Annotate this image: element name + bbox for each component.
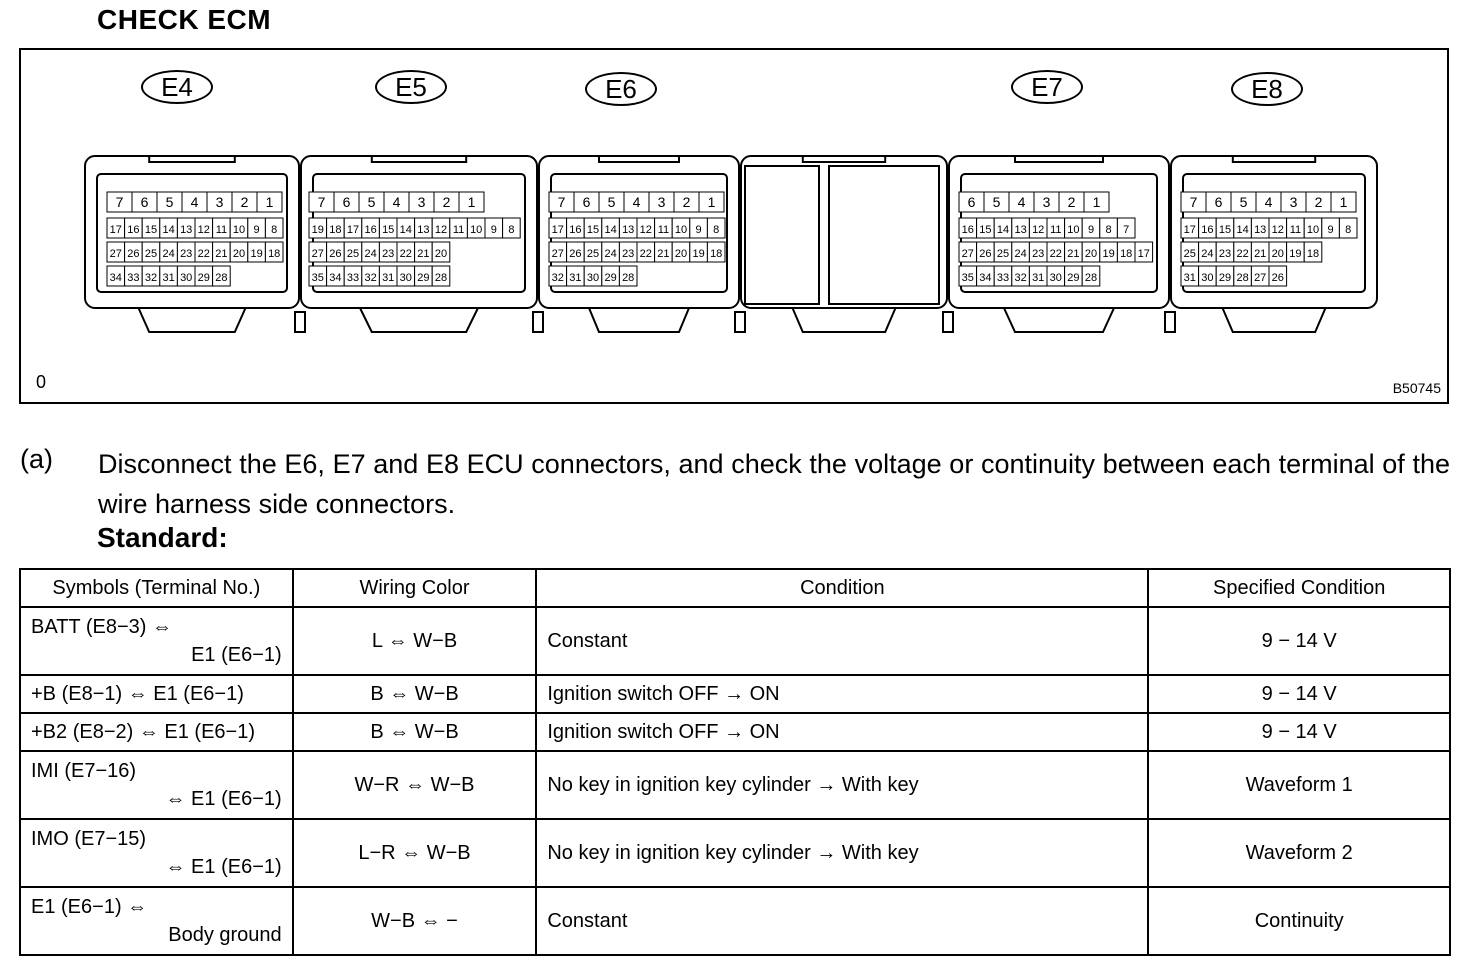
pin-number: 9 (695, 224, 702, 236)
pin-number: 14 (1236, 224, 1249, 236)
wiring-color-cell: B ⇔ W−B (293, 713, 537, 751)
pin-number: 20 (674, 248, 688, 260)
pin-number: 6 (967, 194, 976, 210)
pin-number: 27 (109, 248, 122, 260)
pin-number: 9 (253, 224, 260, 236)
pin-number: 16 (569, 224, 582, 236)
blank-window (745, 166, 819, 304)
pin-number: 28 (434, 272, 448, 284)
symbols-cell (20, 751, 293, 819)
pin-number: 9 (1087, 224, 1095, 236)
housing-clip (943, 312, 953, 332)
housing-clip (533, 312, 543, 332)
pin-number: 7 (1189, 194, 1198, 210)
pin-number: 29 (604, 272, 617, 284)
pin-number: 26 (979, 248, 992, 260)
pin-number: 16 (961, 224, 974, 236)
pin-number: 4 (392, 194, 401, 210)
pin-number: 6 (582, 194, 591, 210)
pin-number: 13 (622, 224, 635, 236)
pin-number: 30 (586, 272, 600, 284)
pin-number: 21 (417, 248, 430, 260)
housing-foot (793, 308, 896, 332)
pin-number: 32 (144, 272, 158, 284)
pin-number: 19 (1289, 248, 1302, 260)
pin-number: 32 (364, 272, 377, 284)
connector-label-e8: E8 (1231, 72, 1303, 106)
pin-number: 1 (1092, 194, 1101, 210)
ecm-connector-diagram (19, 48, 1449, 404)
condition-cell: No key in ignition key cylinder → With key (536, 819, 1148, 887)
standard-table (19, 568, 1451, 956)
pin-number: 13 (180, 224, 193, 236)
pin-number: 9 (1327, 224, 1334, 236)
pin-number: 22 (639, 248, 652, 260)
pin-number: 27 (551, 248, 564, 260)
pin-number: 1 (707, 194, 716, 210)
pin-number: 25 (996, 248, 1010, 260)
connector-drawing (21, 50, 1447, 402)
pin-number: 10 (470, 224, 483, 236)
pin-number: 10 (232, 224, 246, 236)
pin-number: 26 (569, 248, 582, 260)
pin-number: 34 (109, 272, 122, 284)
pin-number: 7 (317, 194, 326, 210)
pin-number: 12 (434, 224, 448, 236)
pin-number: 7 (557, 194, 566, 210)
table-row (20, 819, 1450, 887)
symbol-line-1: E1 (E6−1) ⇔ (31, 896, 148, 918)
pin-number: 11 (1289, 224, 1302, 236)
pin-number: 2 (682, 194, 691, 210)
pin-number: 16 (1201, 224, 1214, 236)
wiring-color-cell: L−R ⇔ W−B (293, 819, 537, 887)
pin-number: 30 (1201, 272, 1214, 284)
pin-number: 5 (992, 194, 1001, 210)
pin-number: 30 (399, 272, 412, 284)
pin-number: 6 (140, 194, 149, 210)
pin-number: 3 (1042, 194, 1051, 210)
pin-number: 11 (215, 224, 228, 236)
table-header-row (20, 569, 1450, 607)
pin-number: 18 (710, 248, 723, 260)
pin-number: 15 (144, 224, 158, 236)
condition-cell: Constant (536, 887, 1148, 955)
pin-number: 29 (1067, 272, 1080, 284)
pin-number: 8 (713, 224, 720, 236)
pin-number: 10 (674, 224, 688, 236)
pin-number: 14 (604, 224, 617, 236)
symbol-line-2: E1 (E6−1) (191, 644, 282, 666)
housing-foot (139, 308, 246, 332)
pin-number: 22 (1236, 248, 1249, 260)
figure-code: B50745 (1392, 380, 1441, 396)
pin-number: 25 (586, 248, 600, 260)
pin-number: 2 (240, 194, 249, 210)
pin-number: 13 (417, 224, 430, 236)
pin-number: 28 (215, 272, 228, 284)
pin-number: 18 (1306, 248, 1320, 260)
figure-corner-mark: 0 (36, 372, 47, 392)
pin-number: 35 (311, 272, 324, 284)
pin-number: 8 (1105, 224, 1112, 236)
pin-number: 11 (452, 224, 465, 236)
pin-number: 14 (996, 224, 1010, 236)
symbol-line-1: IMI (E7−16) (31, 760, 137, 782)
housing-foot (1004, 308, 1114, 332)
pin-number: 15 (1218, 224, 1232, 236)
pin-number: 4 (190, 194, 199, 210)
pin-number: 34 (979, 272, 992, 284)
table-row (20, 713, 1450, 751)
pin-number: 16 (127, 224, 140, 236)
pin-number: 18 (329, 224, 342, 236)
header-condition: Condition (536, 569, 1148, 607)
pin-number: 23 (1218, 248, 1232, 260)
housing-foot (589, 308, 689, 332)
standard-heading: Standard: (97, 522, 228, 553)
pin-number: 19 (692, 248, 705, 260)
pin-number: 32 (1014, 272, 1027, 284)
pin-number: 21 (657, 248, 670, 260)
pin-number: 25 (346, 248, 360, 260)
pin-number: 1 (467, 194, 476, 210)
housing-clip (1165, 312, 1175, 332)
header-specified-condition: Specified Condition (1148, 569, 1450, 607)
step-instruction: Disconnect the E6, E7 and E8 ECU connectors, and check the voltage or continuity between each terminal of the wire harness side connectors. (98, 449, 1450, 519)
pin-number: 15 (382, 224, 395, 236)
blank-window (829, 166, 939, 304)
pin-number: 10 (1067, 224, 1080, 236)
connector-label-e4: E4 (141, 70, 213, 104)
wiring-color-cell: W−B ⇔ − (293, 887, 537, 955)
pin-number: 31 (382, 272, 395, 284)
pin-number: 24 (604, 248, 617, 260)
wiring-color-cell: B ⇔ W−B (293, 675, 537, 713)
pin-number: 26 (1271, 272, 1284, 284)
pin-number: 22 (1049, 248, 1062, 260)
pin-number: 26 (329, 248, 342, 260)
symbols-cell (20, 607, 293, 675)
symbols-cell (20, 819, 293, 887)
symbol-line-2: ⇔ E1 (E6−1) (165, 788, 282, 810)
housing-clip (735, 312, 745, 332)
condition-cell: Ignition switch OFF → ON (536, 675, 1148, 713)
pin-number: 32 (551, 272, 564, 284)
pin-number: 17 (1137, 248, 1150, 260)
pin-number: 2 (442, 194, 451, 210)
pin-number: 23 (1032, 248, 1045, 260)
pin-number: 20 (232, 248, 246, 260)
specified-condition-cell: 9 − 14 V (1148, 713, 1450, 751)
pin-number: 24 (162, 248, 175, 260)
symbol-line-2: ⇔ E1 (E6−1) (165, 856, 282, 878)
pin-number: 17 (346, 224, 360, 236)
pin-number: 33 (127, 272, 140, 284)
blank-housing (741, 156, 947, 308)
condition-cell: No key in ignition key cylinder → With key (536, 751, 1148, 819)
pin-number: 12 (639, 224, 652, 236)
pin-number: 12 (1271, 224, 1284, 236)
pin-number: 1 (1339, 194, 1348, 210)
table-row (20, 607, 1450, 675)
pin-number: 17 (551, 224, 564, 236)
pin-number: 5 (165, 194, 174, 210)
header-wiring-color: Wiring Color (293, 569, 537, 607)
pin-number: 15 (586, 224, 600, 236)
pin-number: 13 (1254, 224, 1267, 236)
pin-number: 28 (1236, 272, 1249, 284)
table-row (20, 887, 1450, 955)
pin-number: 20 (1084, 248, 1098, 260)
pin-number: 22 (197, 248, 210, 260)
pin-number: 2 (1314, 194, 1323, 210)
pin-number: 2 (1067, 194, 1076, 210)
pin-number: 3 (657, 194, 666, 210)
wiring-color-cell: L ⇔ W−B (293, 607, 537, 675)
symbol-line-2: Body ground (168, 924, 282, 946)
wiring-color-cell: W−R ⇔ W−B (293, 751, 537, 819)
pin-number: 30 (1049, 272, 1062, 284)
pin-number: 24 (1014, 248, 1027, 260)
pin-number: 5 (607, 194, 616, 210)
pin-number: 11 (657, 224, 670, 236)
pin-number: 19 (1102, 248, 1115, 260)
pin-number: 21 (1067, 248, 1080, 260)
pin-number: 33 (346, 272, 360, 284)
pin-number: 12 (197, 224, 210, 236)
pin-number: 4 (1264, 194, 1273, 210)
pin-number: 8 (1345, 224, 1352, 236)
pin-number: 33 (996, 272, 1010, 284)
pin-number: 26 (127, 248, 140, 260)
pin-number: 27 (1254, 272, 1267, 284)
pin-number: 18 (268, 248, 281, 260)
pin-number: 17 (1183, 224, 1196, 236)
symbol-line-1: +B (E8−1) ⇔ E1 (E6−1) (31, 683, 244, 705)
pin-number: 3 (1289, 194, 1298, 210)
pin-number: 23 (180, 248, 193, 260)
pin-number: 31 (1183, 272, 1196, 284)
pin-number: 8 (508, 224, 515, 236)
housing-foot (360, 308, 478, 332)
pin-number: 4 (1017, 194, 1026, 210)
symbol-line-1: BATT (E8−3) ⇔ (31, 616, 172, 638)
header-symbols: Symbols (Terminal No.) (20, 569, 293, 607)
pin-number: 9 (490, 224, 497, 236)
pin-number: 24 (364, 248, 377, 260)
pin-number: 28 (622, 272, 635, 284)
pin-number: 21 (215, 248, 228, 260)
specified-condition-cell: Continuity (1148, 887, 1450, 955)
pin-number: 34 (329, 272, 342, 284)
pin-number: 23 (622, 248, 635, 260)
symbols-cell (20, 713, 293, 751)
pin-number: 5 (1239, 194, 1248, 210)
symbol-line-1: IMO (E7−15) (31, 828, 147, 850)
connector-label-e7: E7 (1011, 70, 1083, 104)
pin-number: 13 (1014, 224, 1027, 236)
pin-number: 10 (1306, 224, 1320, 236)
page-title: CHECK ECM (97, 4, 272, 35)
pin-number: 29 (197, 272, 210, 284)
pin-number: 6 (1214, 194, 1223, 210)
condition-cell: Ignition switch OFF → ON (536, 713, 1148, 751)
pin-number: 18 (1120, 248, 1133, 260)
table-row (20, 751, 1450, 819)
pin-number: 17 (109, 224, 122, 236)
pin-number: 8 (271, 224, 278, 236)
pin-number: 12 (1032, 224, 1045, 236)
pin-number: 20 (1271, 248, 1284, 260)
specified-condition-cell: Waveform 1 (1148, 751, 1450, 819)
housing-foot (1223, 308, 1326, 332)
specified-condition-cell: 9 − 14 V (1148, 607, 1450, 675)
connector-label-e6: E6 (585, 72, 657, 106)
pin-number: 1 (265, 194, 274, 210)
pin-number: 19 (250, 248, 263, 260)
pin-number: 3 (215, 194, 224, 210)
pin-number: 27 (961, 248, 974, 260)
pin-number: 14 (162, 224, 175, 236)
pin-number: 29 (1218, 272, 1232, 284)
pin-number: 22 (399, 248, 412, 260)
table-row (20, 675, 1450, 713)
pin-number: 31 (1032, 272, 1045, 284)
pin-number: 6 (342, 194, 351, 210)
pin-number: 15 (979, 224, 992, 236)
condition-cell: Constant (536, 607, 1148, 675)
specified-condition-cell: Waveform 2 (1148, 819, 1450, 887)
pin-number: 21 (1254, 248, 1267, 260)
specified-condition-cell: 9 − 14 V (1148, 675, 1450, 713)
pin-number: 16 (364, 224, 377, 236)
pin-number: 35 (961, 272, 974, 284)
pin-number: 25 (144, 248, 158, 260)
pin-number: 19 (311, 224, 324, 236)
pin-number: 3 (417, 194, 426, 210)
pin-number: 7 (1123, 224, 1130, 236)
pin-number: 5 (367, 194, 376, 210)
pin-number: 7 (115, 194, 124, 210)
pin-number: 14 (399, 224, 412, 236)
symbols-cell (20, 887, 293, 955)
pin-number: 25 (1183, 248, 1196, 260)
pin-number: 20 (434, 248, 448, 260)
pin-number: 11 (1050, 224, 1062, 236)
pin-number: 28 (1084, 272, 1098, 284)
pin-number: 24 (1201, 248, 1214, 260)
pin-number: 23 (382, 248, 395, 260)
connector-label-e5: E5 (375, 70, 447, 104)
pin-number: 29 (417, 272, 430, 284)
pin-number: 31 (569, 272, 582, 284)
pin-number: 27 (311, 248, 324, 260)
pin-number: 30 (180, 272, 193, 284)
symbol-line-1: +B2 (E8−2) ⇔ E1 (E6−1) (31, 721, 256, 743)
symbols-cell (20, 675, 293, 713)
pin-number: 4 (632, 194, 641, 210)
step-marker: (a) (20, 444, 53, 474)
housing-clip (295, 312, 305, 332)
pin-number: 31 (162, 272, 175, 284)
